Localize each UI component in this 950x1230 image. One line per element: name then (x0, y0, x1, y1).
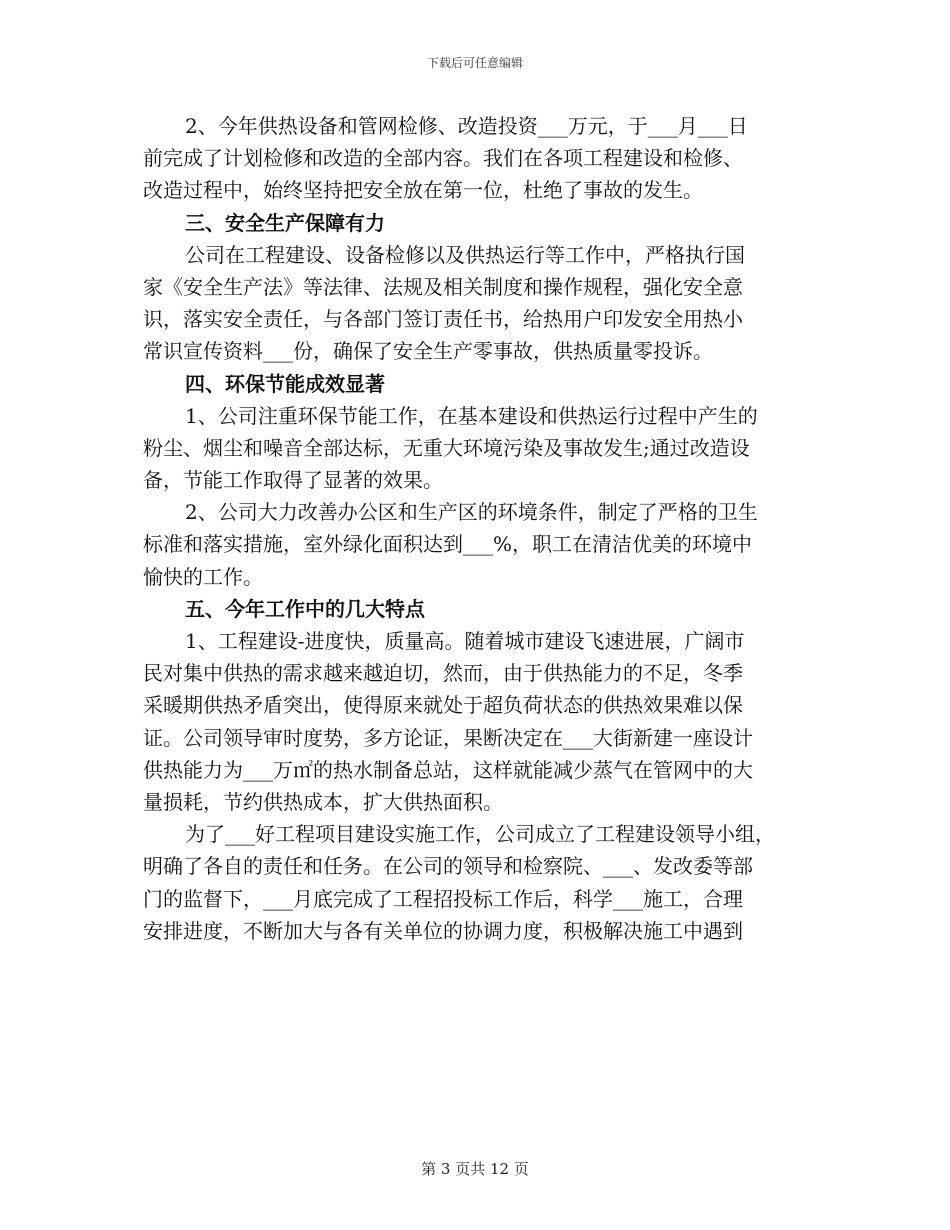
paragraph-line: 明确了各自的责任和任务。在公司的领导和检察院、___、发改委等部 (143, 854, 753, 879)
paragraph-line: 公司在工程建设、设备检修以及供热运行等工作中，严格执行国 (185, 242, 745, 267)
paragraph-line: 采暖期供热矛盾突出，使得原来就处于超负荷状态的供热效果难以保 (143, 693, 743, 718)
page-header: 下载后可任意编辑 (426, 56, 523, 70)
section-heading: 四、环保节能成效显著 (185, 371, 385, 396)
paragraph-line: 常识宣传资料___份，确保了安全生产零事故，供热质量零投诉。 (143, 339, 713, 364)
paragraph-line: 民对集中供热的需求越来越迫切，然而，由于供热能力的不足，冬季 (143, 661, 743, 686)
paragraph-line: 安排进度，不断加大与各有关单位的协调力度，积极解决施工中遇到 (143, 918, 743, 943)
paragraph-line: 为了___好工程项目建设实施工作，公司成立了工程建设领导小组， (185, 822, 775, 847)
paragraph-line: 1、工程建设-进度快，质量高。随着城市建设飞速进展，广阔市 (185, 629, 745, 653)
paragraph-line: 备，节能工作取得了显著的效果。 (143, 468, 443, 493)
document-body (143, 110, 811, 947)
paragraph-line: 愉快的工作。 (143, 564, 263, 589)
paragraph-line: 2、公司大力改善办公区和生产区的环境条件，制定了严格的卫生 (185, 500, 758, 525)
paragraph-line: 证。公司领导审时度势，多方论证，果断决定在___大街新建一座设计 (143, 725, 753, 750)
section-heading: 五、今年工作中的几大特点 (185, 596, 425, 621)
paragraph-line: 门的监督下，___月底完成了工程招投标工作后，科学___施工，合理 (143, 886, 743, 911)
paragraph-line: 家《安全生产法》等法律、法规及相关制度和操作规程，强化安全意 (143, 274, 743, 299)
paragraph-line: 改造过程中，始终坚持把安全放在第一位，杜绝了事故的发生。 (143, 178, 703, 203)
paragraph-line: 粉尘、烟尘和噪音全部达标，无重大环境污染及事故发生;通过改造设 (143, 435, 750, 460)
paragraph-line: 供热能力为___万㎡的热水制备总站，这样就能减少蒸气在管网中的大 (143, 757, 753, 782)
paragraph-line: 识，落实安全责任，与各部门签订责任书，给热用户印发安全用热小 (143, 307, 743, 332)
section-heading: 三、安全生产保障有力 (185, 210, 385, 235)
paragraph-line: 2、今年供热设备和管网检修、改造投资___万元，于___月___日 (185, 114, 748, 138)
page-footer: 第 3 页共 12 页 (421, 1160, 529, 1178)
paragraph-line: 1、公司注重环保节能工作，在基本建设和供热运行过程中产生的 (185, 403, 758, 428)
paragraph-line: 量损耗，节约供热成本，扩大供热面积。 (143, 789, 503, 814)
paragraph-line: 前完成了计划检修和改造的全部内容。我们在各项工程建设和检修、 (143, 146, 743, 171)
paragraph-line: 标准和落实措施，室外绿化面积达到___%，职工在清洁优美的环境中 (143, 532, 753, 557)
